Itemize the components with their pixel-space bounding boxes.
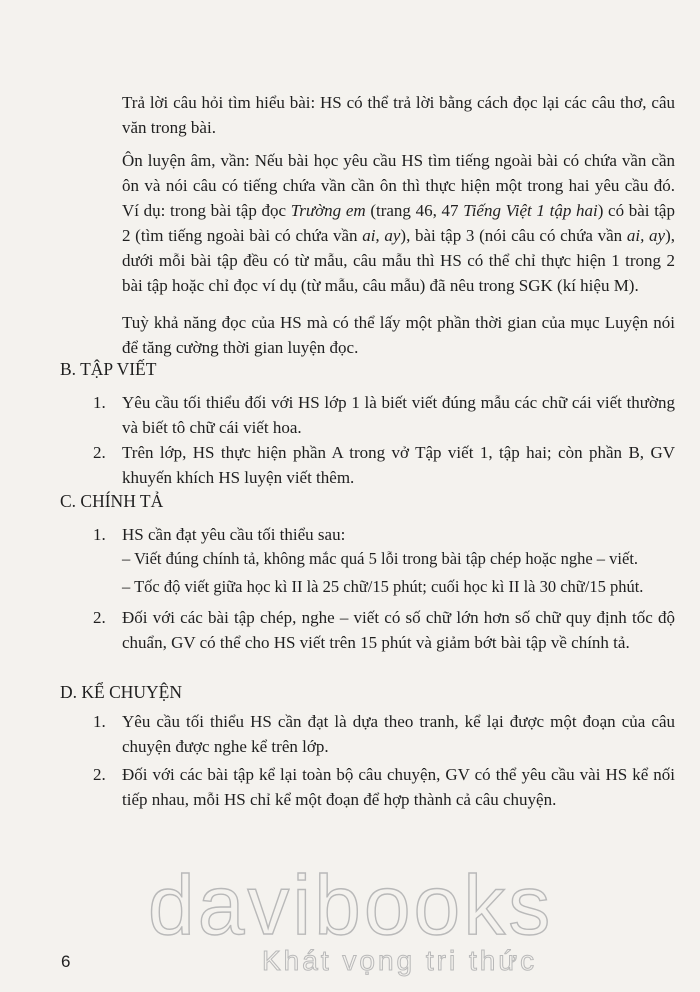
list-item: HS cần đạt yêu cầu tối thiểu sau: (122, 525, 346, 544)
list-number: 1. (93, 393, 106, 412)
list-number: 1. (93, 525, 106, 544)
rhyme-example: ai, ay (626, 226, 666, 245)
publisher-watermark: davibooks (148, 858, 554, 952)
paragraph-text: Ôn luyện âm, vần: Nếu bài học yêu cầu HS tìm tiếng ngoài bài có chứa vần cần ôn và nói câu có tiếng chứa vần cần ôn thì thực hiện một trong hai yêu cầu đó. Ví dụ: trong bài tập đọc (122, 151, 675, 220)
rhyme-example: ai, ay (362, 226, 401, 245)
section-heading-spelling: C. CHÍNH TẢ (60, 491, 164, 511)
section-heading-handwriting: B. TẬP VIẾT (60, 359, 157, 379)
list-item: Đối với các bài tập chép, nghe – viết có số chữ lớn hơn số chữ quy định tốc độ chuẩn, GV có thể cho HS viết trên 15 phút và giảm bớt bài tập về chính tả. (122, 608, 675, 652)
list-item: Trên lớp, HS thực hiện phần A trong vở Tập viết 1, tập hai; còn phần B, GV khuyến khích HS luyện viết thêm. (122, 443, 675, 487)
list-item: Đối với các bài tập kể lại toàn bộ câu chuyện, GV có thể yêu cầu vài HS kể nối tiếp nhau, mỗi HS chỉ kể một đoạn để hợp thành cả câu chuyện. (122, 765, 675, 809)
publisher-slogan: Khát vọng tri thức (262, 945, 538, 976)
list-number: 2. (93, 765, 106, 784)
list-number: 1. (93, 712, 106, 731)
section-heading-storytelling: D. KỂ CHUYỆN (60, 682, 183, 702)
paragraph-text: ), dưới mỗi bài tập đều có từ mẫu, câu mẫu thì HS có thể chỉ thực hiện 1 trong 2 bài tập hoặc chỉ đọc ví dụ (từ mẫu, câu mẫu) đã nêu trong SGK (kí hiệu M). (122, 226, 675, 295)
requirement-line: – Viết đúng chính tả, không mắc quá 5 lỗi trong bài tập chép hoặc nghe – viết. (122, 549, 639, 568)
paragraph-text: (trang 46, 47 (365, 201, 464, 220)
list-item: Yêu cầu tối thiểu đối với HS lớp 1 là biết viết đúng mẫu các chữ cái viết thường và biết tô chữ cái viết hoa. (122, 393, 675, 437)
paragraph-answer-questions: Trả lời câu hỏi tìm hiểu bài: HS có thể trả lời bằng cách đọc lại các câu thơ, câu văn trong bài. (122, 93, 675, 137)
paragraph-phonics-review (122, 148, 675, 298)
list-item: Yêu cầu tối thiểu HS cần đạt là dựa theo tranh, kể lại được một đoạn của câu chuyện được nghe kể trên lớp. (122, 712, 675, 756)
page-number: 6 (61, 952, 71, 971)
book-title: Tiếng Việt 1 tập hai (463, 201, 598, 220)
paragraph-text: ) có bài tập 2 (tìm tiếng ngoài bài có chứa vần (122, 201, 675, 245)
list-number: 2. (93, 608, 106, 627)
paragraph-text: ), bài tập 3 (nói câu có chứa vần (400, 226, 627, 245)
lesson-title: Trường em (290, 201, 366, 220)
paragraph-reading-time: Tuỳ khả năng đọc của HS mà có thể lấy một phần thời gian của mục Luyện nói để tăng cường thời gian luyện đọc. (122, 313, 675, 357)
list-number: 2. (93, 443, 106, 462)
requirement-line: – Tốc độ viết giữa học kì II là 25 chữ/15 phút; cuối học kì II là 30 chữ/15 phút. (122, 577, 644, 596)
